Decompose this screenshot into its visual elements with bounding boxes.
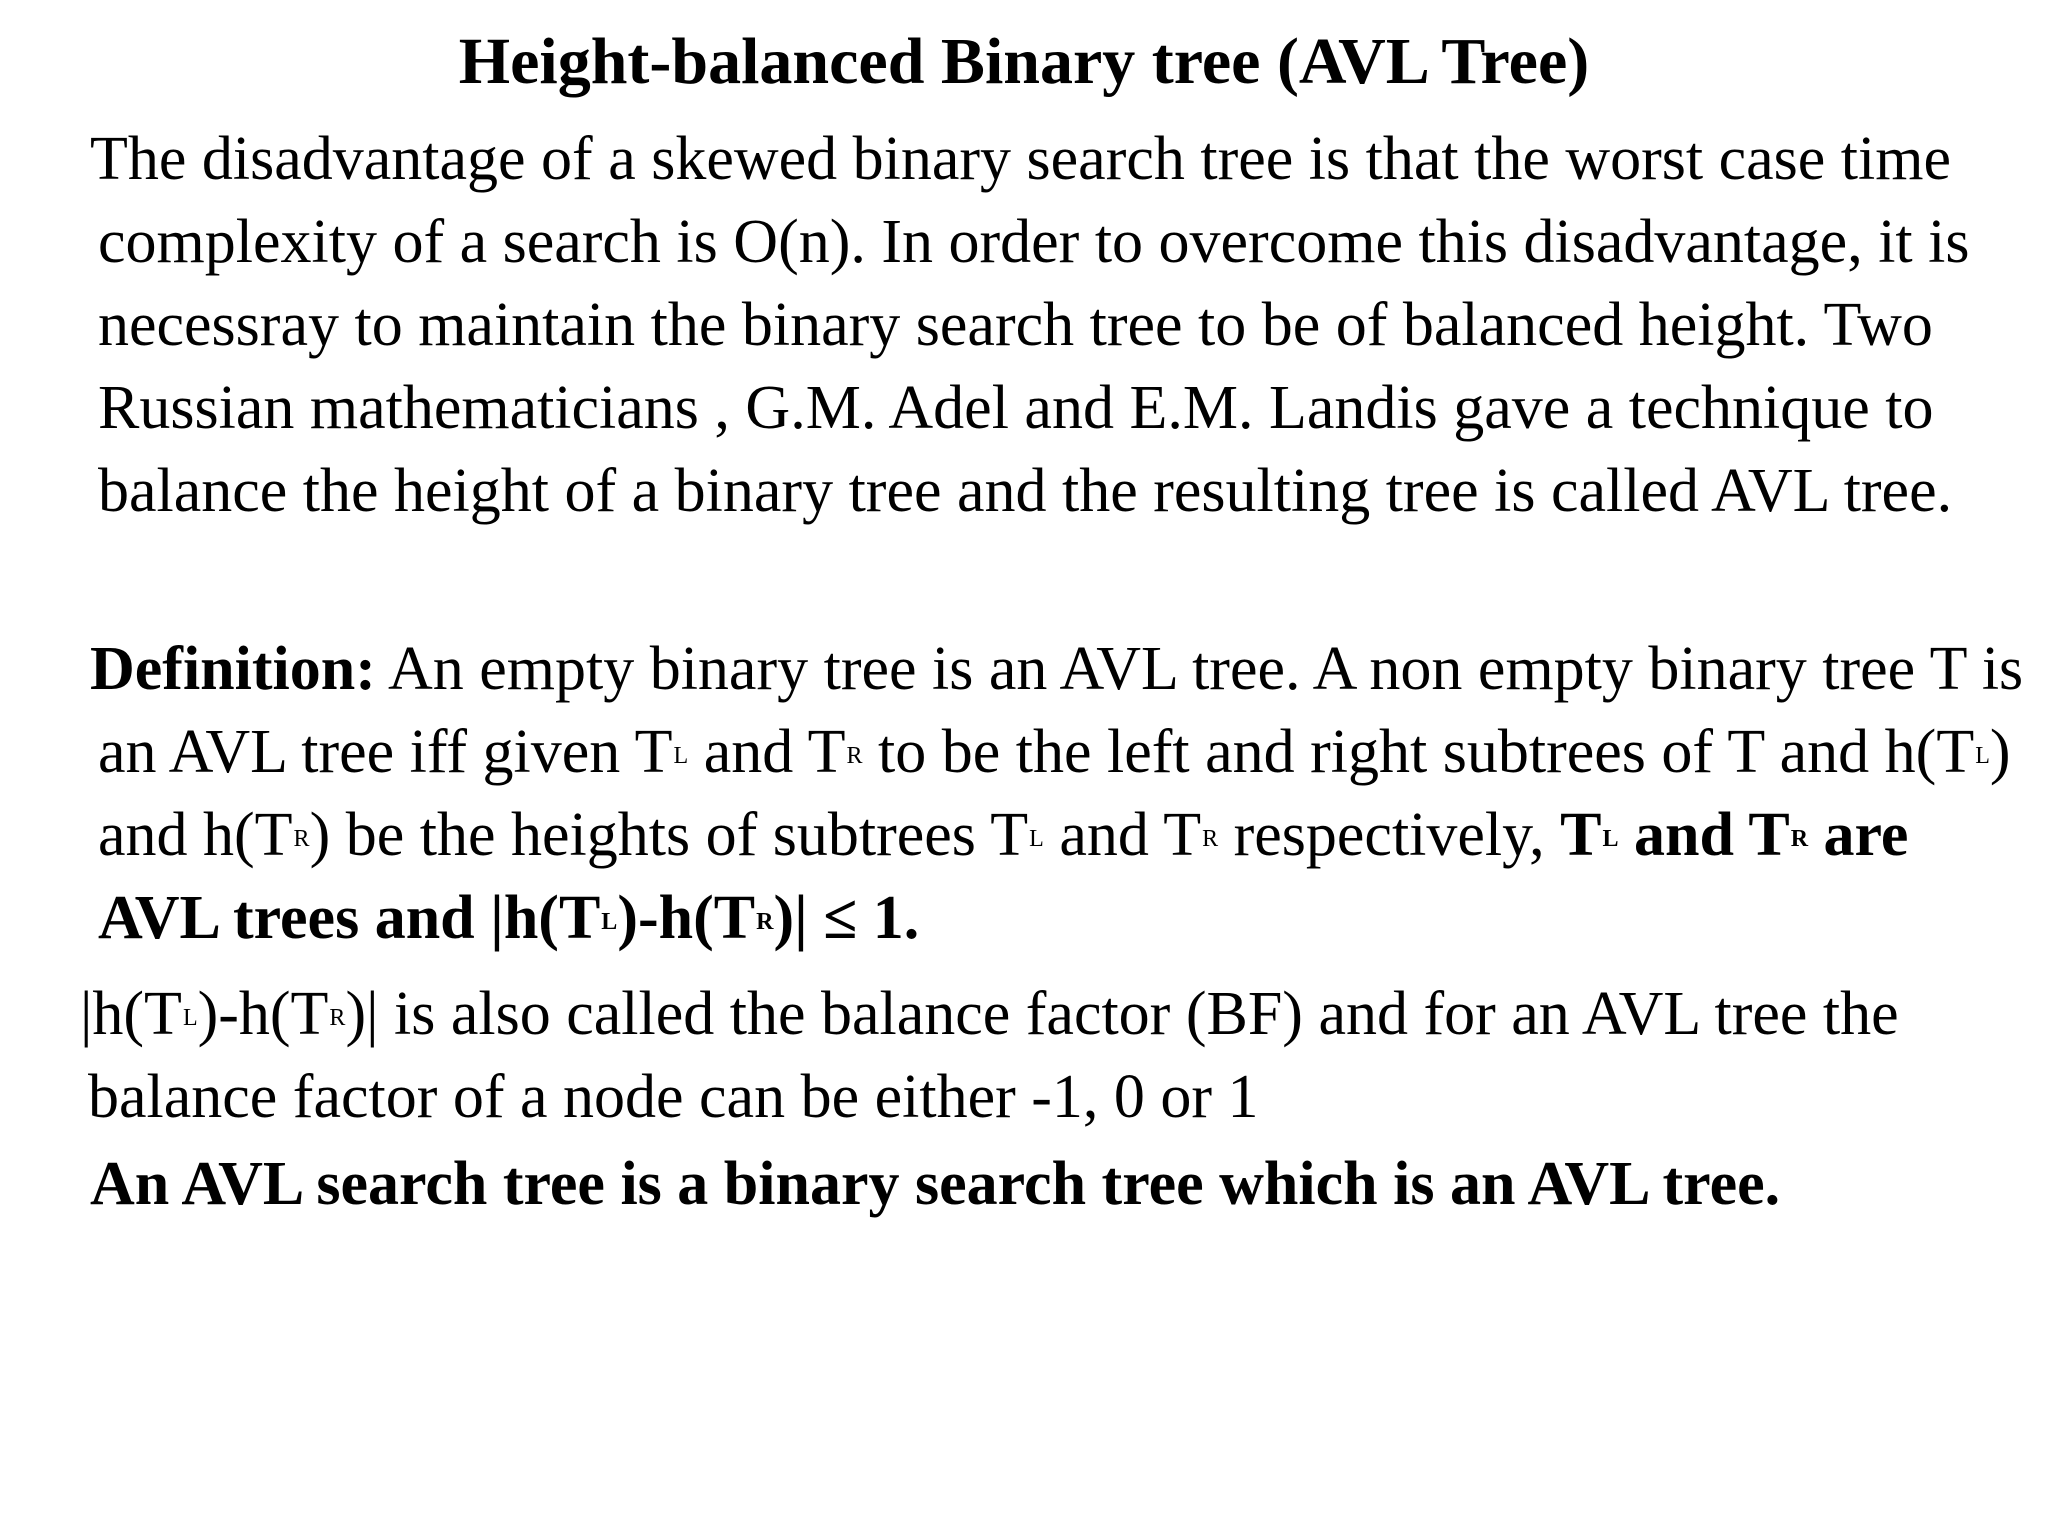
superscript-l: L bbox=[673, 743, 689, 769]
superscript-r: R bbox=[329, 1005, 346, 1031]
definition-bold-2: and T bbox=[1618, 801, 1790, 869]
definition-text-4: ) and h(T bbox=[98, 718, 2011, 869]
page-title: Height-balanced Binary tree (AVL Tree) bbox=[458, 25, 1590, 98]
definition-text-1: An empty binary tree is an AVL tree. A non empty binary tree T is an AVL tree iff given T bbox=[98, 635, 2024, 786]
definition-text-2: and T bbox=[688, 718, 846, 786]
definition-label: Definition: bbox=[90, 635, 376, 703]
superscript-l: L bbox=[601, 909, 618, 935]
superscript-l: L bbox=[1975, 743, 1990, 769]
balance-factor-paragraph bbox=[80, 973, 2028, 1139]
definition-bold-4: )-h(T bbox=[617, 884, 756, 952]
superscript-l: L bbox=[1602, 826, 1619, 852]
superscript-r: R bbox=[1790, 826, 1809, 852]
conclusion-paragraph: An AVL search tree is a binary search tree which is an AVL tree. bbox=[90, 1150, 1781, 1218]
intro-paragraph: The disadvantage of a skewed binary search tree is that the worst case time complexity of a search is O(n). In order to overcome this disadvantage, it is necessray to maintain the binary search tree to be of balanced height. Two Russian mathematicians , G.M. Adel and E.M. Landis gave a technique to balance the height of a binary tree and the resulting tree is called AVL tree. bbox=[90, 125, 1970, 525]
superscript-r: R bbox=[756, 909, 774, 935]
definition-text-3: to be the left and right subtrees of T and h(T bbox=[862, 718, 1975, 786]
definition-text-7: respectively, bbox=[1218, 801, 1561, 869]
definition-paragraph bbox=[90, 628, 2038, 960]
superscript-r: R bbox=[293, 826, 310, 852]
superscript-r: R bbox=[846, 743, 863, 769]
superscript-r: R bbox=[1202, 826, 1219, 852]
superscript-l: L bbox=[182, 1005, 198, 1031]
balance-text-2: )-h(T bbox=[197, 980, 329, 1048]
definition-bold-5: )| ≤ 1. bbox=[773, 884, 920, 952]
definition-bold-1: T bbox=[1560, 801, 1602, 869]
definition-text-5: ) be the heights of subtrees T bbox=[309, 801, 1029, 869]
superscript-l: L bbox=[1029, 826, 1044, 852]
balance-text-3: )| is also called the balance factor (BF) and for an AVL tree the balance factor of a node can be either -1, 0 or 1 bbox=[88, 980, 1899, 1131]
definition-bold-3: are AVL trees and |h(T bbox=[98, 801, 1909, 952]
balance-text-1: |h(T bbox=[80, 980, 182, 1048]
definition-text-6: and T bbox=[1043, 801, 1202, 869]
